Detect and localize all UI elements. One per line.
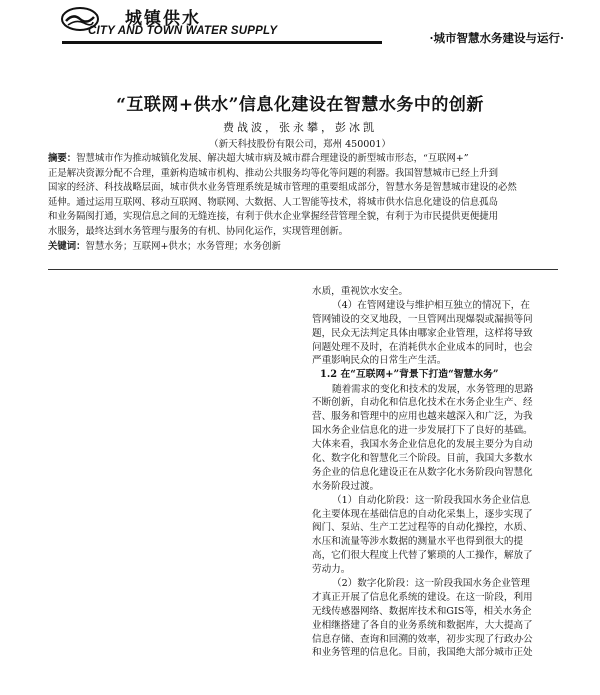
body-line: 管网铺设的交叉地段，一旦管网出现爆裂或漏损等问 (312, 313, 533, 325)
body-line: 营、服务和管理中的应用也越来越深入和广泛，为我 (312, 411, 533, 423)
keywords-line (48, 240, 558, 255)
journal-logo-chinese: 城镇供水 (125, 9, 201, 29)
article-authors: 费战波，张永攀，彭冰凯 (223, 121, 377, 134)
body-line: 劳动力。 (312, 564, 351, 576)
body-line: （4）在管网建设与维护相互独立的情况下，在 (332, 299, 530, 311)
body-line: 务企业的信息化建设正在从数字化水务阶段向智慧化 (312, 466, 533, 478)
abstract-line: 国家的经济、科技战略层面，城市供水业务管理系统是城市管理的重要组成部分，智慧水务是智慧城市建设的必然 (48, 182, 517, 194)
body-line: 阀门、泵站、生产工艺过程等的自动化操控，水质、 (312, 522, 533, 534)
body-line: 高，它们很大程度上代替了繁琐的人工操作，解放了 (312, 550, 533, 562)
right-column (312, 285, 560, 660)
body-line: 不断创新，自动化和信息化技术在水务企业生产、经 (312, 397, 533, 409)
keywords: 智慧水务；互联网+供水；水务管理；水务创新 (85, 240, 281, 252)
abstract-line: 和业务隔阂打通，实现信息之间的无缝连接，有利于供水企业掌握经营管理全貌，有利于为市民提供更便捷用 (48, 211, 499, 223)
abstract-line: 延伸。通过运用互联网、移动互联网、物联网、大数据、人工智能等技术，将城市供水信息化建设的信息孤岛 (48, 196, 499, 208)
body-line: 化主要体现在基础信息的自动化采集上，逐步实现了 (312, 508, 533, 520)
body-line: 水务阶段过渡。 (312, 480, 380, 492)
body-line: 问题处理不及时，在消耗供水企业成本的同时，也会 (312, 341, 533, 353)
abstract-block (48, 152, 558, 254)
left-column (52, 285, 300, 695)
article-affiliation: （新天科技股份有限公司，郑州 450001） (209, 139, 391, 150)
body-line: 信息存储、查询和回溯的效率，初步实现了行政办公 (312, 633, 533, 645)
body-line: 和业务管理的信息化。目前，我国绝大部分城市正处 (312, 647, 533, 659)
body-line: 无线传感器网络、数据库技术和GIS等，相关水务企 (312, 605, 532, 617)
body-line: 国水务企业信息化的进一步发展打下了良好的基础。 (312, 425, 533, 437)
abstract-divider (48, 269, 558, 270)
body-line: 严重影响民众的日常生产生活。 (312, 355, 447, 367)
body-line: （1）自动化阶段：这一阶段我国水务企业信息 (332, 494, 530, 506)
body-line: （2）数字化阶段：这一阶段我国水务企业管理 (332, 578, 530, 589)
body-line: 大体来看，我国水务企业信息化的发展主要分为自动 (312, 439, 533, 451)
subsection-heading: 1.2 在“互联网+”背景下打造“智慧水务” (320, 369, 499, 381)
body-line: 题，民众无法判定具体由哪家企业管理，这样将导致 (312, 327, 533, 339)
abstract-line: 水服务，最终达到水务管理与服务的有机、协同化运作，实现管理创新。 (48, 225, 349, 237)
body-line: 化、数字化和智慧化三个阶段。目前，我国大多数水 (312, 452, 533, 464)
header-divider (62, 41, 382, 44)
journal-logo-english: CITY AND TOWN WATER SUPPLY (88, 25, 278, 37)
journal-header (0, 0, 600, 48)
body-line: 水质，重视饮水安全。 (312, 286, 408, 297)
abstract-line: 摘要：智慧城市作为推动城镇化发展、解决超大城市病及城市群合理建设的新型城市形态，“互联网+” (48, 153, 469, 164)
abstract-label: 摘要： (48, 153, 77, 164)
keywords-label: 关键词： (48, 240, 86, 252)
body-line: 水压和流量等涉水数据的测量水平也得到很大的提 (312, 536, 524, 548)
article-title: “互联网+供水”信息化建设在智慧水务中的创新 (116, 95, 484, 115)
body-line: 业相继搭建了各自的业务系统和数据库，大大提高了 (312, 619, 533, 631)
body-line: 才真正开展了信息化系统的建设。在这一阶段，利用 (312, 591, 533, 603)
body-line: 随着需求的变化和技术的发展，水务管理的思路 (332, 383, 534, 395)
abstract-line: 正是解决资源分配不合理，重新构造城市机构、推动公共服务均等化等问题的利器。我国智慧城市已经上升到 (48, 167, 499, 179)
section-label: ·城市智慧水务建设与运行· (429, 31, 564, 45)
